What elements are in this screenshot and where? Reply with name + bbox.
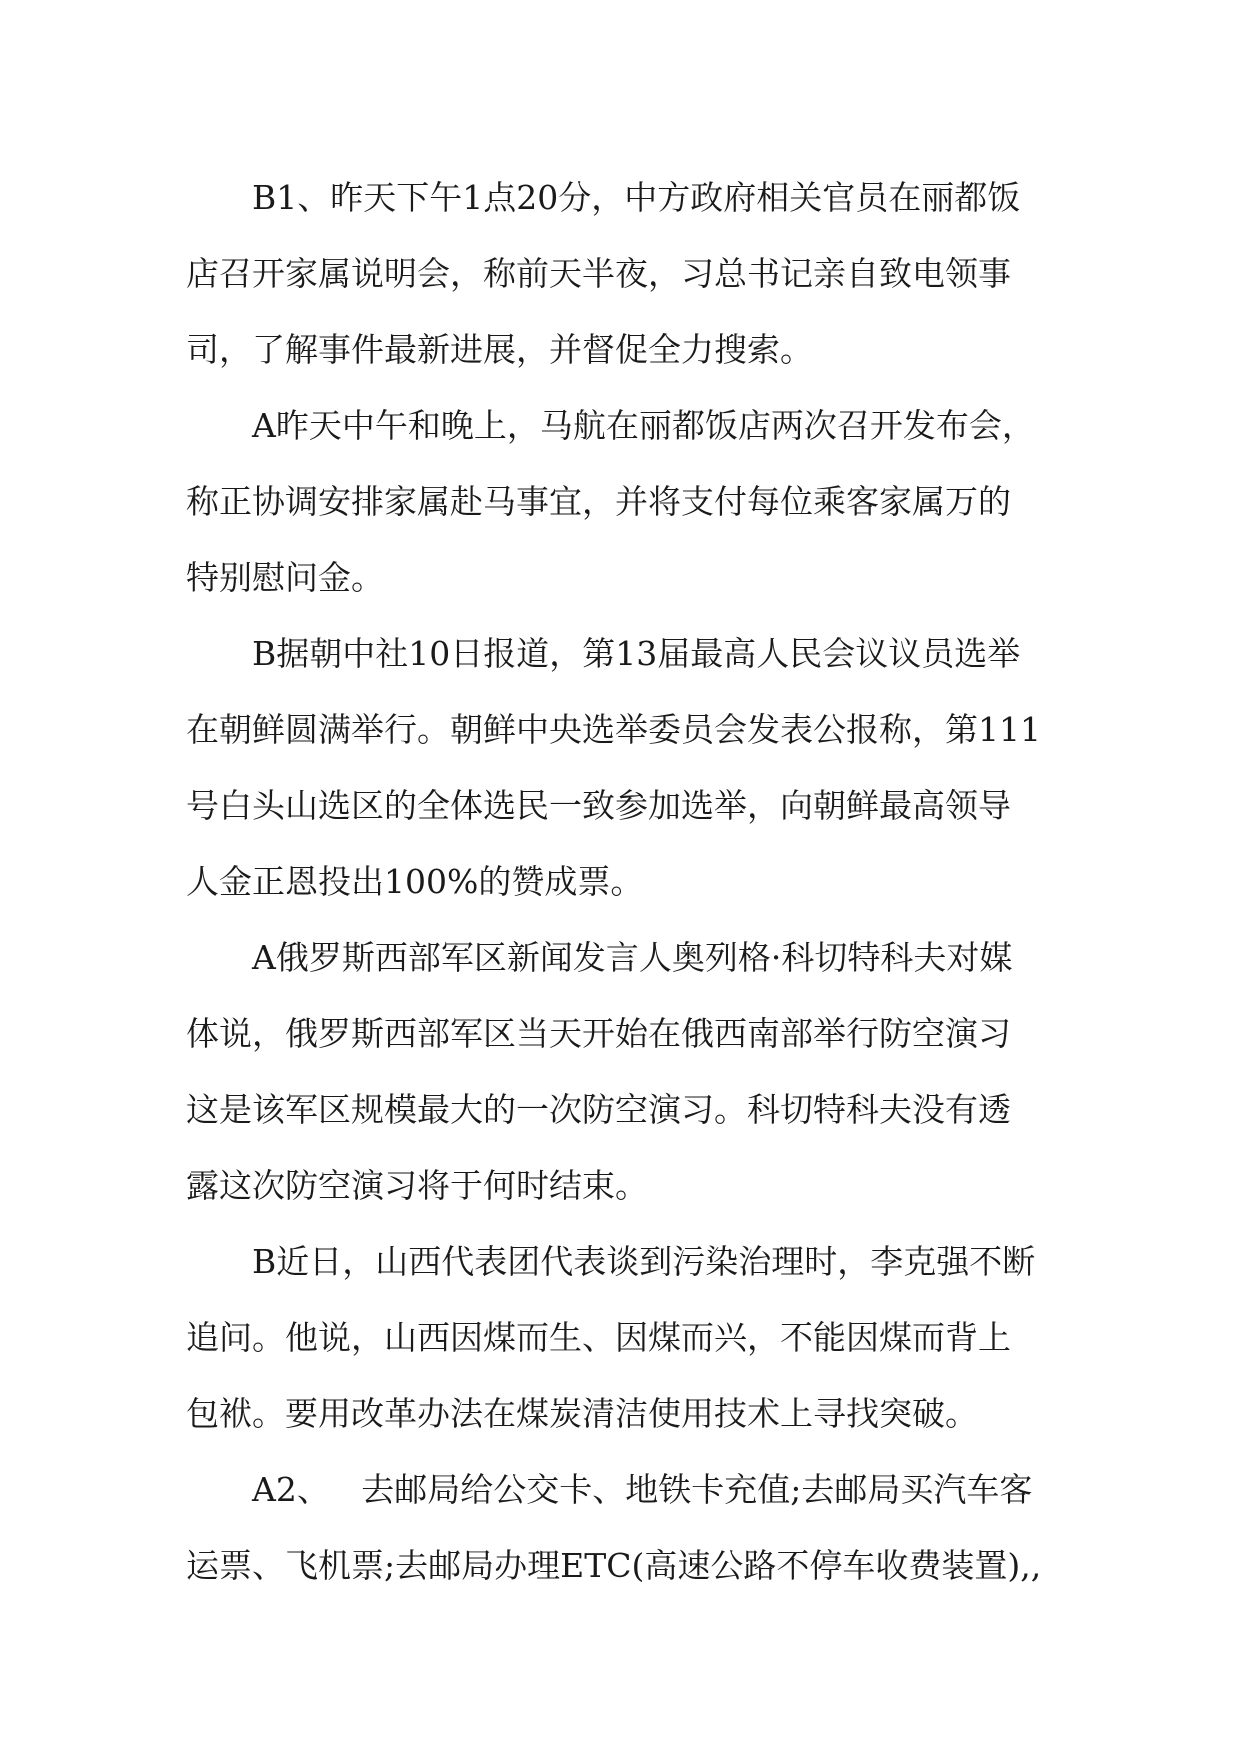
text-line: 人金正恩投出100%的赞成票。	[186, 862, 644, 901]
text-line: 体说，俄罗斯西部军区当天开始在俄西南部举行防空演习	[186, 1014, 1011, 1053]
paragraph-a2-post-office	[186, 1452, 1054, 1604]
text-line: 在朝鲜圆满举行。朝鲜中央选举委员会发表公报称，第111	[186, 710, 1041, 749]
text-line: 称正协调安排家属赴马事宜，并将支付每位乘客家属万的	[186, 482, 1011, 521]
text-line: 特别慰问金。	[186, 558, 384, 597]
text-line: 运票、飞机票;去邮局办理ETC(高速公路不停车收费装置),,	[186, 1546, 1042, 1585]
text-line: A2、 去邮局给公交卡、地铁卡充值;去邮局买汽车客	[252, 1470, 1033, 1509]
text-line: B据朝中社10日报道，第13届最高人民会议议员选举	[252, 634, 1021, 673]
paragraph-a-russia-drill	[186, 920, 1054, 1224]
text-line: A昨天中午和晚上，马航在丽都饭店两次召开发布会，	[252, 406, 1035, 445]
paragraph-b-north-korea-election	[186, 616, 1054, 920]
text-line: 店召开家属说明会，称前天半夜，习总书记亲自致电领事	[186, 254, 1011, 293]
paragraph-a-malaysia-airlines	[186, 388, 1054, 616]
text-line: 露这次防空演习将于何时结束。	[186, 1166, 648, 1205]
text-line: 包袱。要用改革办法在煤炭清洁使用技术上寻找突破。	[186, 1394, 978, 1433]
text-line: 司，了解事件最新进展，并督促全力搜索。	[186, 330, 813, 369]
document-body	[186, 160, 1054, 1604]
paragraph-b1	[186, 160, 1054, 388]
paragraph-b-shanxi	[186, 1224, 1054, 1452]
text-line: 这是该军区规模最大的一次防空演习。科切特科夫没有透	[186, 1090, 1011, 1129]
text-line: A俄罗斯西部军区新闻发言人奥列格·科切特科夫对媒	[252, 938, 1013, 977]
text-line: 追问。他说，山西因煤而生、因煤而兴，不能因煤而背上	[186, 1318, 1011, 1357]
text-line: 号白头山选区的全体选民一致参加选举，向朝鲜最高领导	[186, 786, 1011, 825]
text-line: B1、昨天下午1点20分，中方政府相关官员在丽都饭	[252, 178, 1021, 217]
text-line: B近日，山西代表团代表谈到污染治理时，李克强不断	[252, 1242, 1036, 1281]
